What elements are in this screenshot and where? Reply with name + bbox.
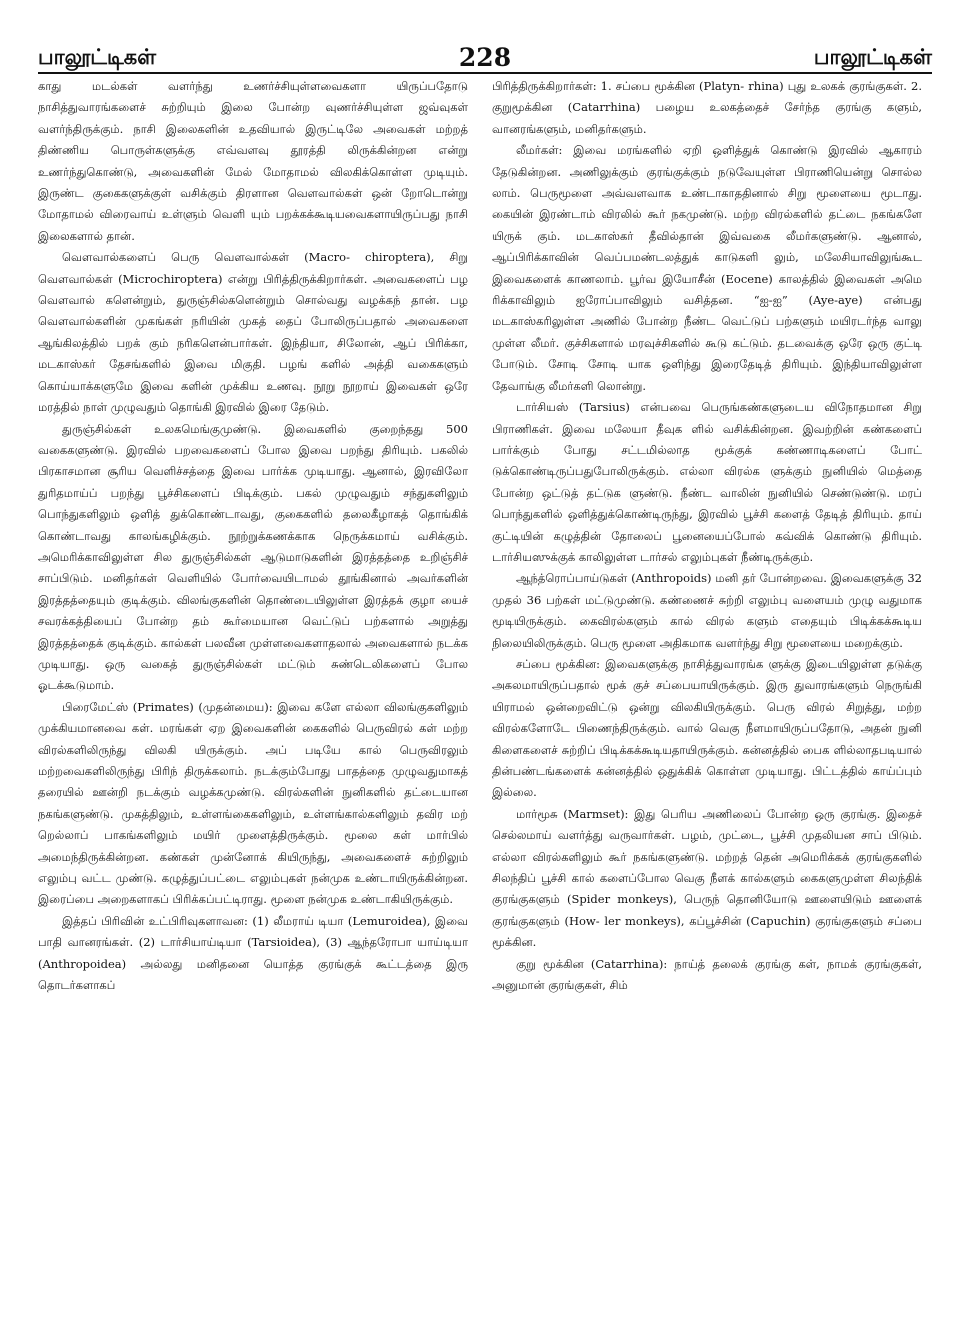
paragraph: குறு மூக்கின (Catarrhina): நாய்த் தலைக் குரங்கு கள், நாமக் குரங்குகள், அனுமான் குரங்குகள், சிம்: [492, 956, 922, 993]
paragraph: மார்மூசு (Marmset): இது பெரிய அணிலைப் போன்ற ஒரு குரங்கு. இதைச் செல்லமாய் வளர்த்து வருவார்கள். பழம், முட்டை, பூச்சி முதலியன சாப் பிடும். எல்லா விரல்களிலும் கூர் நகங்களுண்டு. மற்றத் தென் அமெரிக்கக் குரங்குகளில் சிலந்திப் பூச்சி கால் களைப்போல வெகு நீளக் கால்களும் கைகளுமுள்ள சிலந்திக் குரங்குகளும் (Spider monkeys), பெருந் தொனியோடு ஊளையிடும் ஊளைக் குரங்குகளும் (How- ler monkeys), கப்பூச்சின் (Capuchin) குரங்குகளும் சப்பை மூக்கின.: [492, 806, 922, 950]
paragraph: சப்பை மூக்கின: இவைகளுக்கு நாசித்துவாரங்க ளுக்கு இடையிலுள்ள தடுக்கு அகலமாயிருப்பதால் மூக் குச் சப்பையாயிருக்கும். இரு துவாரங்களும் நெருங்கி யிராமல் ஒன்றைவிட்டு ஒன்று விலகியிருக்கும். பெரு விரல் சிறுத்து, மற்ற விரல்களோடே பிணைந்திருக்கும். வால் வெகு நீளமாயிருப்பதோடு, அதன் நுனி கிளைகளைச் சுற்றிப் பிடிக்கக்கூடியதாயிருக்கும். கன்னத்தில் பைக ளில்லாதபடியால் தின்பண்டங்களைக் கன்னத்தில் ஒதுக்கிக் கொள்ள முடியாது. பிட்டத்தில் காய்ப்பும் இல்லை.: [492, 656, 922, 800]
paragraph: இத்தப் பிரிவின் உட்பிரிவுகளாவன: (1) லீமராய் டியா (Lemuroidea), இவை பாதி வானரங்கள். (2) டார்சியாய்டியா (Tarsioidea), (3) ஆந்தரோபா யாய்டியா (Anthropoidea) அல்லது மனிதனை யொத்த குரங்குக் கூட்டத்தை இரு தொடர்களாகப்: [38, 913, 468, 993]
paragraph: துருஞ்சில்கள் உலகமெங்குமுண்டு. இவைகளில் குறைந்தது 500 வகைகளுண்டு. இரவில் பறவைகளைப் போல இவை பறந்து திரியும். பகலில் பிரகாசமான சூரிய வெளிச்சத்தை இவை பார்க்க முடியாது. ஆனால், இரவிலோ துரிதமாய்ப் பறந்து பூச்சிகளைப் பிடிக்கும். பகல் முழுவதும் சந்துகளிலும் பொந்துகளிலும் ஒளித் துக்கொண்டாவது, குகைகளில் தலைகீழாகத் தொங்கிக் கொண்டாவது காலங்கழிக்கும். நூற்றுக்கணக்காக நெருக்கமாய் வசிக்கும். அமெரிக்காவிலுள்ள சில துருஞ்சில்கள் ஆடுமாடுகளின் இரத்தத்தை உறிஞ்சிச் சாப்பிடும். மனிதர்கள் வெளியில் போர்வையிடாமல் தூங்கினால் அவர்களின் இரத்தத்தையும் குடிக்கும். விலங்குகளின் தொண்டையிலுள்ள இரத்தக் குழா யைச் சவரக்கத்தியைப் போன்ற தம் கூர்மையான வெட்டுப் பற்களால் அறுத்து இரத்தத்தைக் குடிக்கும். கால்கள் பலவீன முள்ளவைகளாதலால் அவைகளால் நடக்க முடியாது. ஒரு வகைத் துருஞ்சில்கள் மட்டும் சுண்டெலிகளைப் போல ஓடக்கூடுமாம்.: [38, 421, 468, 693]
right-column: [492, 76, 922, 996]
text-columns: [38, 76, 932, 996]
paragraph: பிரைமேட்ஸ் (Primates) (முதன்மைய): இவை களே எல்லா விலங்குகளிலும் முக்கியமானவை கள். மரங்கள் ஏற இவைகளின் கைகளில் பெருவிரல் கள் மற்ற விரல்களிலிருந்து விலகி யிருக்கும். அப் படியே கால் பெருவிரலும் மற்றவைகளிலிருந்து பிரிந் திருக்கலாம். நடக்கும்போது பாதத்தை முழுவதுமாகத் தரையில் ஊன்றி நடக்கும் வழக்கமுண்டு. விரல்களின் நுனிகளில் தட்டையான நகங்களுண்டு. முகத்திலும், உள்ளங்கைகளிலும், உள்ளங்கால்களிலும் தவிர மற் றெல்லாப் பாகங்களிலும் மயிர் முளைத்திருக்கும். மூலை கள் மார்பில் அமைந்திருக்கின்றன. கண்கள் முன்னோக் கியிருந்து, அவைகளைச் சுற்றிலும் எலும்பு வட்ட முண்டு. கழுத்துப்பட்டை எலும்புகள் நன்முக உண்டாயிருக்கின்றன. இரைப்பை அறைகளாகப் பிரிக்கப்பட்டிராது. மூளை நன்முக உண்டாகியிருக்கும்.: [38, 699, 468, 907]
paragraph: ஆந்த்ரொப்பாய்டுகள் (Anthropoids) மனி தர் போன்றவை. இவைகளுக்கு 32 முதல் 36 பற்கள் மட்டுமுண்டு. கண்ணைச் சுற்றி எலும்பு வளையம் முழு வதுமாக மூடியிருக்கும். கைவிரல்களும் கால் விரல் களும் எதையும் பிடிக்கக்கூடிய நிலையிலிருக்கும். பெரு மூளை அதிகமாக வளர்ந்து சிறு மூளையை மறைக்கும்.: [492, 571, 922, 650]
page-header: [38, 22, 932, 74]
paragraph: பிரித்திருக்கிறார்கள்: 1. சப்பை மூக்கின (Platyn- rhina) புது உலகக் குரங்குகள். 2. குறுமூக்கின (Catarrhina) பழைய உலகத்தைச் சேர்ந்த குரங்கு களும், வானரங்களும், மனிதர்களும்.: [492, 79, 922, 136]
paragraph: வௌவால்களைப் பெரு வௌவால்கள் (Macro- chiroptera), சிறு வௌவால்கள் (Microchiroptera) என்று பிரித்திருக்கிறார்கள். அவைகளைப் பழ வௌவால் களென்றும், துருஞ்சில்களென்றும் சொல்வது வழக்கந் தான். பழ வௌவால்களின் முகங்கள் நரியின் முகத் தைப் போலிருப்பதால் அவைகளை ஆங்கிலத்தில் பறக் கும் நரிகளென்பார்கள். இந்தியா, சிலோன், ஆப் பிரிக்கா, மடகாஸ்கர் தேசங்களில் இவை மிகுதி. பழங் களில் அத்தி வகைகளும் கொய்யாக்களுமே இவை களின் முக்கிய உணவு. நூறு நூறாய் இவைகள் ஒரே மரத்தில் நாள் முழுவதும் தொங்கி இரவில் இரை தேடும்.: [38, 250, 468, 415]
running-title-left: பாலூட்டிகள்: [38, 45, 157, 69]
paragraph: டார்சியஸ் (Tarsius) என்பவை பெருங்கண்களுடைய விநோதமான சிறு பிராணிகள். இவை மலேயா தீவுக ளில் வசிக்கின்றன. இவற்றின் கண்களைப் பார்க்கும் போது சட்டமில்லாத மூக்குக் கண்ணாடிகளைப் போட் டுக்கொண்டிருப்பதுபோலிருக்கும். எல்லா விரல்க ளுக்கும் நுனியில் மெத்தை போன்ற ஒட்டுத் தட்டுக ளுண்டு. நீண்ட வாலின் நுனியில் செண்டுண்டு. மரப் பொந்துகளில் ஒளித்துக்கொண்டிருந்து, இரவில் பூச்சி களைத் தேடித் திரியும். தாய் குட்டியின் கழுத்தின் தோலைப் பூனையைப்போல் கவ்விக் கொண்டு திரியும். டார்சியஸுக்குக் காலிலுள்ள டார்சல் எலும்புகள் நீண்டிருக்கும்.: [492, 400, 922, 564]
page-number: 228: [458, 43, 512, 72]
running-title-right: பாலூட்டிகள்: [813, 45, 932, 69]
left-column: [38, 76, 468, 996]
paragraph: காது மடல்கள் வளர்ந்து உணர்ச்சியுள்ளவைகளா யிருப்பதோடு நாசித்துவாரங்களைச் சுற்றியும் இலை போன்ற வுணர்ச்சியுள்ள ஜவ்வுகள் வளர்ந்திருக்கும். நாசி இலைகளின் உதவியால் இருட்டிலே அவைகள் மற்றத் திண்ணிய பொருள்களுக்கு எவ்வளவு தூரத்தி லிருக்கின்றன என்று உணர்ந்துகொண்டு, அவைகளின் மேல் மோதாமல் விலகிக்கொள்ள முடியும். இருண்ட குகைகளுக்குள் வசிக்கும் திரளான வௌவால்கள் ஒன் றோடொன்று மோதாமல் விரைவாய் உள்ளும் வெளி யும் பறக்கக்கூடியவைகளாயிருப்பது நாசி இலைகளால் தான்.: [38, 79, 468, 243]
paragraph: லீமர்கள்: இவை மரங்களில் ஏறி ஒளித்துக் கொண்டு இரவில் ஆகாரம் தேடுகின்றன. அணிலுக்கும் குரங்குக்கும் நடுவேயுள்ள பிராணியென்று சொல்ல லாம். பெருமூளை அவ்வளவாக உண்டாகாததினால் சிறு மூளையை மூடாது. கையின் இரண்டாம் விரலில் கூர் நகமுண்டு. மற்ற விரல்களில் தட்டை நகங்களே யிருக் கும். மடகாஸ்கர் தீவில்தான் இவ்வகை லீமர்களுண்டு. ஆனால், ஆப்பிரிக்காவின் வெப்பமண்டலத்துக் காடுகளி லும், மலேசியாவிலுங்கூட இவைகளைக் காணலாம். பூர்வ இயோசீன் (Eocene) காலத்தில் இவைகள் அமெ ரிக்காவிலும் ஐரோப்பாவிலும் வசித்தன. “ஐ-ஐ” (Aye-aye) என்பது மடகாஸ்கரிலுள்ள அணில் போன்ற நீண்ட வெட்டுப் பற்களும் மயிரடர்ந்த வாலு முள்ள லீமர். குச்சிகளால் மரவுச்சிகளில் கூடு கட்டும். தடவைக்கு ஒரே ஒரு குட்டி போடும். சோடி சோடி யாக ஒளிந்து இரைதேடித் திரியும். இந்தியாவிலுள்ள தேவாங்கு லீமர்களி லொன்று.: [492, 143, 922, 393]
